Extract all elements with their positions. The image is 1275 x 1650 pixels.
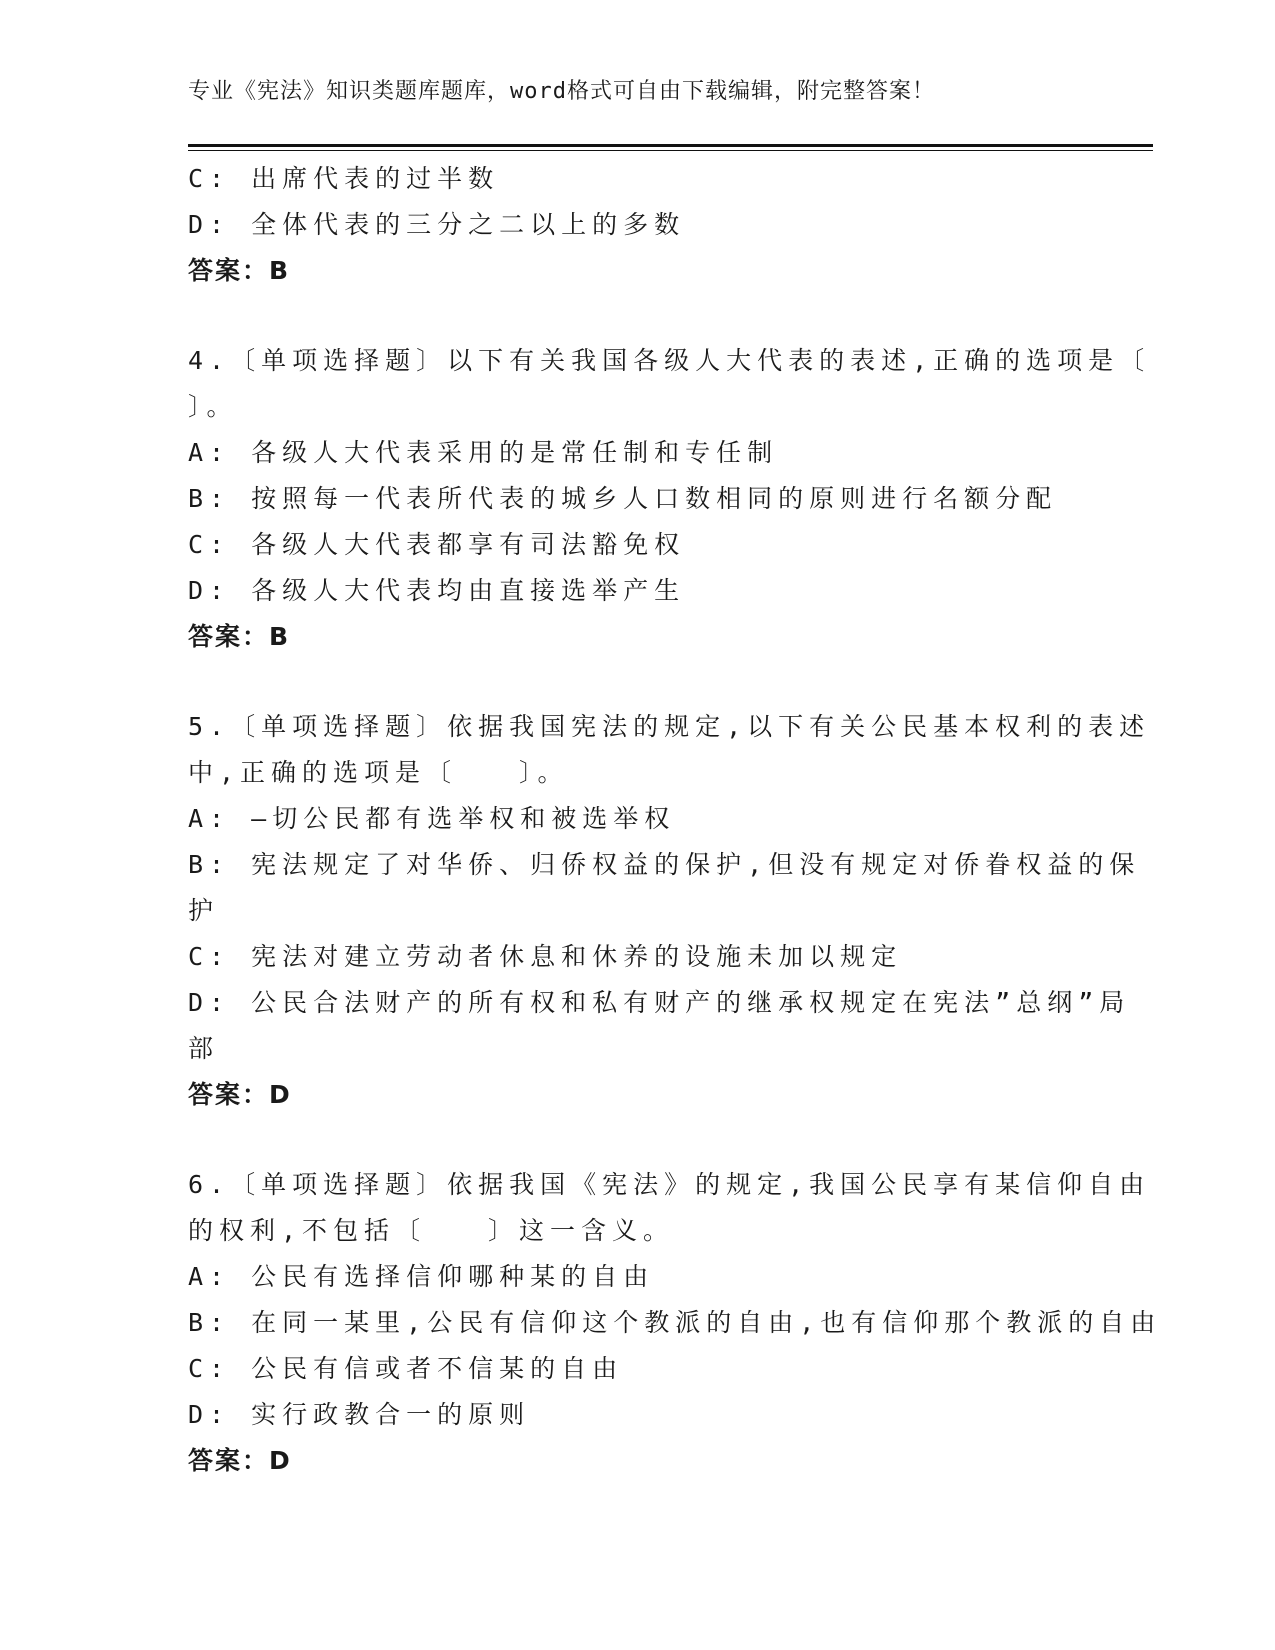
option-d: D: 公民合法财产的所有权和私有财产的继承权规定在宪法”总纲”局: [188, 988, 1131, 1017]
option-b: B: 按照每一代表所代表的城乡人口数相同的原则进行名额分配: [188, 484, 1058, 513]
question-list: [188, 156, 1162, 1484]
option-c: C: 各级人大代表都享有司法豁免权: [188, 530, 686, 559]
question-5: [188, 704, 1151, 1118]
answer: 答案：B: [188, 256, 291, 285]
question-stem-line: 6.〔单项选择题〕依据我国《宪法》的规定,我国公民享有某信仰自由: [188, 1170, 1151, 1199]
header-rule-thin: [188, 150, 1153, 151]
option-c: C: 公民有信或者不信某的自由: [188, 1354, 624, 1383]
answer: 答案：D: [188, 1080, 292, 1109]
question-stem-line: 5.〔单项选择题〕依据我国宪法的规定,以下有关公民基本权利的表述: [188, 712, 1151, 741]
option-d: D: 各级人大代表均由直接选举产生: [188, 576, 686, 605]
option-c: C: 出席代表的过半数: [188, 164, 500, 193]
option-d: D: 全体代表的三分之二以上的多数: [188, 210, 686, 239]
option-a: A: —切公民都有选举权和被选举权: [188, 804, 676, 833]
question-3: [188, 156, 1088, 294]
option-b: B: 在同一某里,公民有信仰这个教派的自由,也有信仰那个教派的自由: [188, 1308, 1162, 1337]
question-stem-line: 的权利,不包括〔 〕这一含义。: [188, 1216, 675, 1245]
spacer: [188, 660, 1088, 704]
option-c: C: 宪法对建立劳动者休息和休养的设施未加以规定: [188, 942, 903, 971]
option-d: D: 实行政教合一的原则: [188, 1400, 531, 1429]
question-stem-line: 中,正确的选项是〔 〕。: [188, 758, 569, 787]
answer: 答案：B: [188, 622, 291, 651]
option-b: B: 宪法规定了对华侨、归侨权益的保护,但没有规定对侨眷权益的保: [188, 850, 1141, 879]
question-stem-line: 4.〔单项选择题〕以下有关我国各级人大代表的表述,正确的选项是〔: [188, 346, 1151, 375]
spacer: [188, 294, 1088, 338]
option-b-continued: 护: [188, 896, 220, 925]
option-a: A: 各级人大代表采用的是常任制和专任制: [188, 438, 779, 467]
question-stem-line: 〕。: [188, 392, 238, 421]
header-rule-thick: [188, 144, 1153, 147]
spacer: [188, 1118, 1088, 1162]
question-6: [188, 1162, 1162, 1484]
page-header: 专业《宪法》知识类题库题库，word格式可自由下载编辑，附完整答案！: [188, 79, 935, 104]
answer: 答案：D: [188, 1446, 292, 1475]
question-4: [188, 338, 1151, 660]
option-a: A: 公民有选择信仰哪种某的自由: [188, 1262, 655, 1291]
option-d-continued: 部: [188, 1034, 220, 1063]
